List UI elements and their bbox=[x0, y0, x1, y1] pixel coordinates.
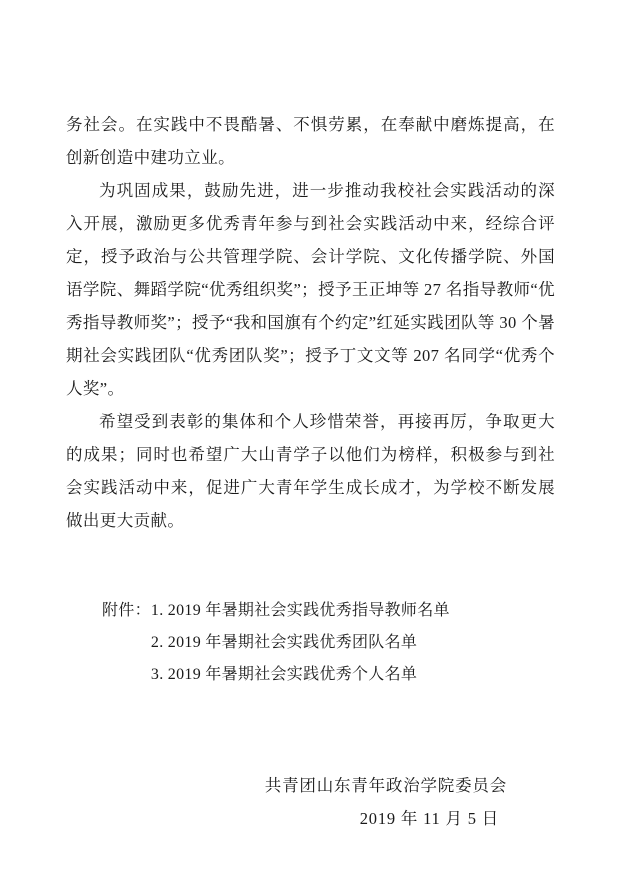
signature-organization: 共青团山东青年政治学院委员会 bbox=[264, 776, 507, 795]
paragraph-continued: 务社会。在实践中不畏酷暑、不惧劳累，在奉献中磨炼提高，在创新创造中建功立业。 bbox=[66, 115, 555, 167]
attachment-label: 附件： bbox=[102, 602, 151, 619]
attachment-block bbox=[66, 595, 555, 691]
paragraph-encouragement: 希望受到表彰的集体和个人珍惜荣誉，再接再厉，争取更大的成果；同时也希望广大山青学子以他们为榜样，积极参与到社会实践活动中来，促进广大青年学生成长成才，为学校不断发展做出更大贡献。 bbox=[66, 412, 555, 530]
attachment-item-1: 1. 2019 年暑期社会实践优秀指导教师名单 bbox=[150, 602, 450, 619]
paragraph-awards: 为巩固成果，鼓励先进，进一步推动我校社会实践活动的深入开展，激励更多优秀青年参与到社会实践活动中来，经综合评定，授予政治与公共管理学院、会计学院、文化传播学院、外国语学院、舞蹈学院“优秀组织奖”；授予王正坤等 27 名指导教师“优秀指导教师奖”；授予“我和国旗有个约定”红延实践团队等 30 个暑期社会实践团队“优秀团队奖”；授予丁文文等 207 名同学“优秀个人奖”。 bbox=[66, 181, 555, 398]
attachment-row bbox=[102, 595, 555, 691]
attachment-list bbox=[151, 595, 450, 691]
signature-date: 2019 年 11 月 5 日 bbox=[359, 809, 499, 828]
attachment-item-2: 2. 2019 年暑期社会实践优秀团队名单 bbox=[150, 634, 418, 651]
signature-block bbox=[66, 769, 555, 835]
attachment-item-3: 3. 2019 年暑期社会实践优秀个人名单 bbox=[150, 666, 418, 683]
